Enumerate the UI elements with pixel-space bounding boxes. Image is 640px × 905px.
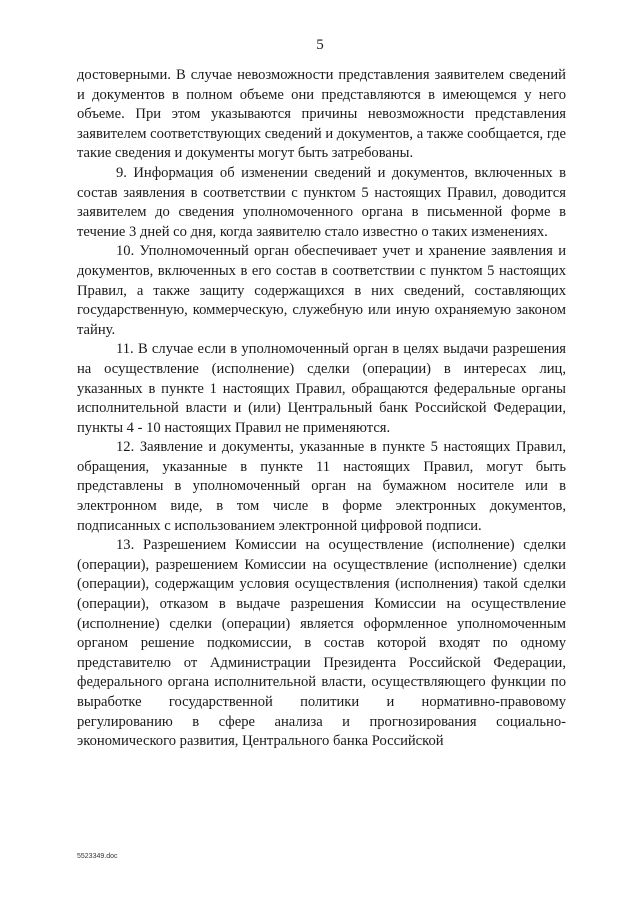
paragraph-10: 10. Уполномоченный орган обеспечивает учет и хранение заявления и документов, включенных в его состав в соответствии с пунктом 5 настоящих Правил, а также защиту содержащихся в них сведений, составляющих государственную, коммерческую, служебную или иную охраняемую законом тайну. xyxy=(77,243,566,338)
paragraph-13: 13. Разрешением Комиссии на осуществление (исполнение) сделки (операции), разрешением Комиссии на осуществление (исполнение) сделки (операции), содержащим условия осуществления (исполнения) такой сделки (операции), отказом в выдаче разрешения Комиссии на осуществление (исполнение) сделки (операции) является оформленное уполномоченным органом решение подкомиссии, в состав которой входят по одному представителю от Администрации Президента Российской Федерации, федерального органа исполнительной власти, осуществляющего функции по выработке государственной политики и нормативно-правовому регулированию в сфере анализа и прогнозирования социально-экономического развития, Центрального банка Российской xyxy=(77,537,566,750)
paragraph-12: 12. Заявление и документы, указанные в пункте 5 настоящих Правил, обращения, указанные в пункте 11 настоящих Правил, могут быть представлены в уполномоченный орган на бумажном носителе или в электронном виде, в том числе в форме электронных документов, подписанных с использованием электронной цифровой подписи. xyxy=(77,439,566,534)
document-body xyxy=(77,66,566,752)
document-file-reference: 5523349.doc xyxy=(77,853,118,860)
paragraph-11: 11. В случае если в уполномоченный орган в целях выдачи разрешения на осуществление (исполнение) сделки (операции) в интересах лиц, указанных в пункте 1 настоящих Правил, обращаются федеральные органы исполнительной власти и (или) Центральный банк Российской Федерации, пункты 4 - 10 настоящих Правил не применяются. xyxy=(77,341,566,436)
paragraph-9: 9. Информация об изменении сведений и документов, включенных в состав заявления в соответствии с пунктом 5 настоящих Правил, доводится заявителем до сведения уполномоченного органа в письменной форме в течение 3 дней со дня, когда заявителю стало известно о таких изменениях. xyxy=(77,164,566,240)
paragraph-continuation: достоверными. В случае невозможности представления заявителем сведений и документов в полном объеме они представляются в имеющемся у него объеме. При этом указываются причины невозможности представления заявителем соответствующих сведений и документов, а также сообщается, где такие сведения и документы могут быть затребованы. xyxy=(77,67,566,162)
page-number: 5 xyxy=(316,37,324,53)
